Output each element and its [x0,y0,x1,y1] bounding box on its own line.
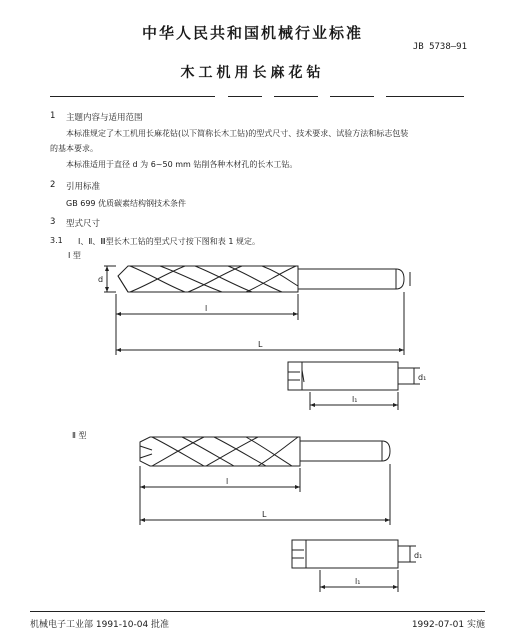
section-1-heading: 主题内容与适用范围 [66,113,143,123]
dim-d-type-1: d [98,275,104,284]
shank-detail-1 [288,362,420,410]
title-rule-3 [274,96,318,97]
section-1-paragraph: 本标准适用于直径 d 为 6~50 mm 钻削各种木材孔的长木工钻。 [66,160,298,169]
title-rule-5 [386,96,464,97]
subsection-text: Ⅰ、Ⅱ、Ⅲ型长木工钻的型式尺寸按下图和表 1 规定。 [78,237,260,246]
footer-rule [30,611,485,612]
section-2-heading: 引用标准 [66,182,101,192]
document-title: 木工机用长麻花钻 [180,65,325,81]
dim-L-type-2: L [262,510,267,519]
title-rule-4 [330,96,374,97]
drill-type-1 [104,266,410,355]
section-3-number: 3 [50,217,56,227]
drill-type-2 [140,437,390,525]
section-1-paragraph: 本标准规定了木工机用长麻花钻(以下简称长木工钻)的型式尺寸、技术要求、试验方法和标志包装 [66,129,409,138]
dim-l1-detail-1: l₁ [352,395,358,404]
dim-l1-detail-2: l₁ [355,577,361,586]
dim-L-type-1: L [258,340,263,349]
approval-line: 机械电子工业部 1991-10-04 批准 [30,620,170,630]
dim-l-type-1: l [205,304,208,313]
organization-title: 中华人民共和国机械行业标准 [141,24,363,42]
section-1-number: 1 [50,111,56,121]
figure-type-1-label: Ⅰ 型 [68,251,81,260]
shank-detail-2 [292,540,416,592]
dim-l-type-2: l [226,477,229,486]
implementation-date: 1992-07-01 实施 [411,620,485,630]
section-2-number: 2 [50,180,56,190]
section-2-reference: GB 699 优质碳素结构钢技术条件 [66,199,187,208]
section-3-heading: 型式尺寸 [66,219,101,229]
subsection-number: 3.1 [50,236,63,245]
dim-d1-detail-2: d₁ [414,551,423,560]
standard-code: JB 5738—91 [412,42,467,52]
section-1-paragraph: 的基本要求。 [50,144,98,153]
title-rule-2 [228,96,262,97]
figure-type-2-label: Ⅱ 型 [72,431,87,440]
title-rule-1 [50,96,215,97]
dim-d1-detail-1: d₁ [418,373,427,382]
